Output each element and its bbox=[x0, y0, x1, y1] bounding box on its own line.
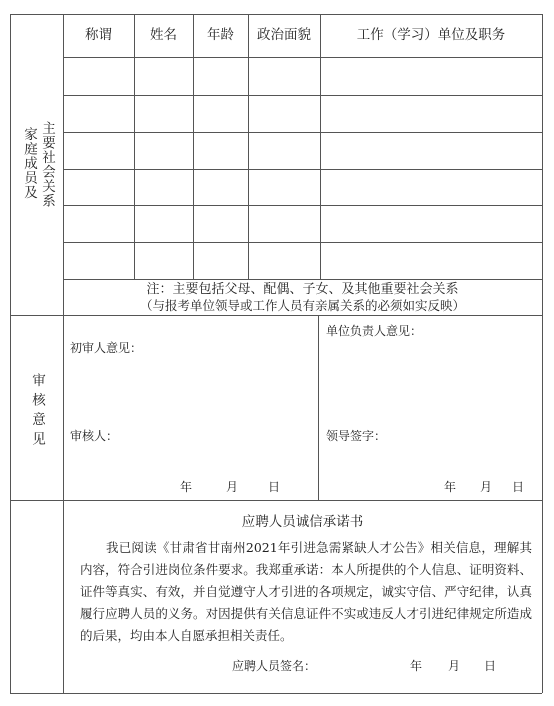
col-divider bbox=[193, 14, 194, 279]
family-side-label-line2: 主要社会关系 bbox=[39, 121, 55, 208]
header-age: 年龄 bbox=[207, 27, 234, 43]
header-relation: 称谓 bbox=[85, 27, 112, 43]
table-border-left bbox=[10, 14, 11, 693]
family-note-line1: 注：主要包括父母、配偶、子女、及其他重要社会关系 bbox=[146, 282, 459, 297]
review-right-day: 日 bbox=[512, 480, 525, 494]
review-column-divider bbox=[318, 315, 319, 500]
row-divider bbox=[63, 57, 542, 58]
row-divider bbox=[63, 242, 542, 243]
row-divider bbox=[63, 279, 542, 280]
pledge-year: 年 bbox=[410, 659, 423, 673]
review-right-month: 月 bbox=[480, 480, 493, 494]
review-left-year: 年 bbox=[180, 480, 193, 494]
review-left-month: 月 bbox=[226, 480, 239, 494]
family-note-line2: （与报考单位领导或工作人员有亲属关系的必须如实反映） bbox=[139, 298, 465, 313]
col-divider bbox=[248, 14, 249, 279]
label-column-divider bbox=[63, 14, 64, 693]
header-political-status: 政治面貌 bbox=[257, 27, 311, 43]
review-side-label: 审核意见 bbox=[29, 373, 45, 451]
row-divider bbox=[63, 132, 542, 133]
table-border-right bbox=[542, 14, 543, 693]
pledge-body: 我已阅读《甘肃省甘南州2021年引进急需紧缺人才公告》相关信息，理解其内容，符合引进岗位条件要求。我郑重承诺：本人所提供的个人信息、证明资料、证件等真实、有效，并自觉遵守人才引进的各项规定，诚实守信、严守纪律，认真履行应聘人员的义务。对因提供有关信息证件不实或违反人才引进纪律规定所造成的后果，均由本人自愿承担相关责任。 bbox=[80, 540, 532, 643]
pledge-month: 月 bbox=[448, 659, 461, 673]
reviewer-label: 审核人： bbox=[70, 429, 119, 443]
table-border-top bbox=[10, 14, 542, 15]
leader-signature-label: 领导签字： bbox=[326, 429, 387, 443]
review-right-year: 年 bbox=[444, 480, 457, 494]
table-border-bottom bbox=[10, 693, 542, 694]
col-divider bbox=[134, 14, 135, 279]
header-work-unit: 工作（学习）单位及职务 bbox=[356, 27, 506, 43]
family-side-label-line1: 家庭成员及 bbox=[21, 127, 37, 200]
pledge-title: 应聘人员诚信承诺书 bbox=[241, 514, 364, 530]
row-divider bbox=[63, 169, 542, 170]
row-divider bbox=[63, 95, 542, 96]
initial-reviewer-opinion-label: 初审人意见： bbox=[70, 341, 143, 355]
section-divider bbox=[10, 315, 542, 316]
review-left-day: 日 bbox=[268, 480, 281, 494]
col-divider bbox=[320, 14, 321, 279]
section-divider bbox=[10, 500, 542, 501]
row-divider bbox=[63, 205, 542, 206]
header-name: 姓名 bbox=[150, 27, 177, 43]
pledge-day: 日 bbox=[484, 659, 497, 673]
unit-head-opinion-label: 单位负责人意见： bbox=[326, 324, 423, 338]
applicant-signature-label: 应聘人员签名： bbox=[232, 659, 317, 673]
